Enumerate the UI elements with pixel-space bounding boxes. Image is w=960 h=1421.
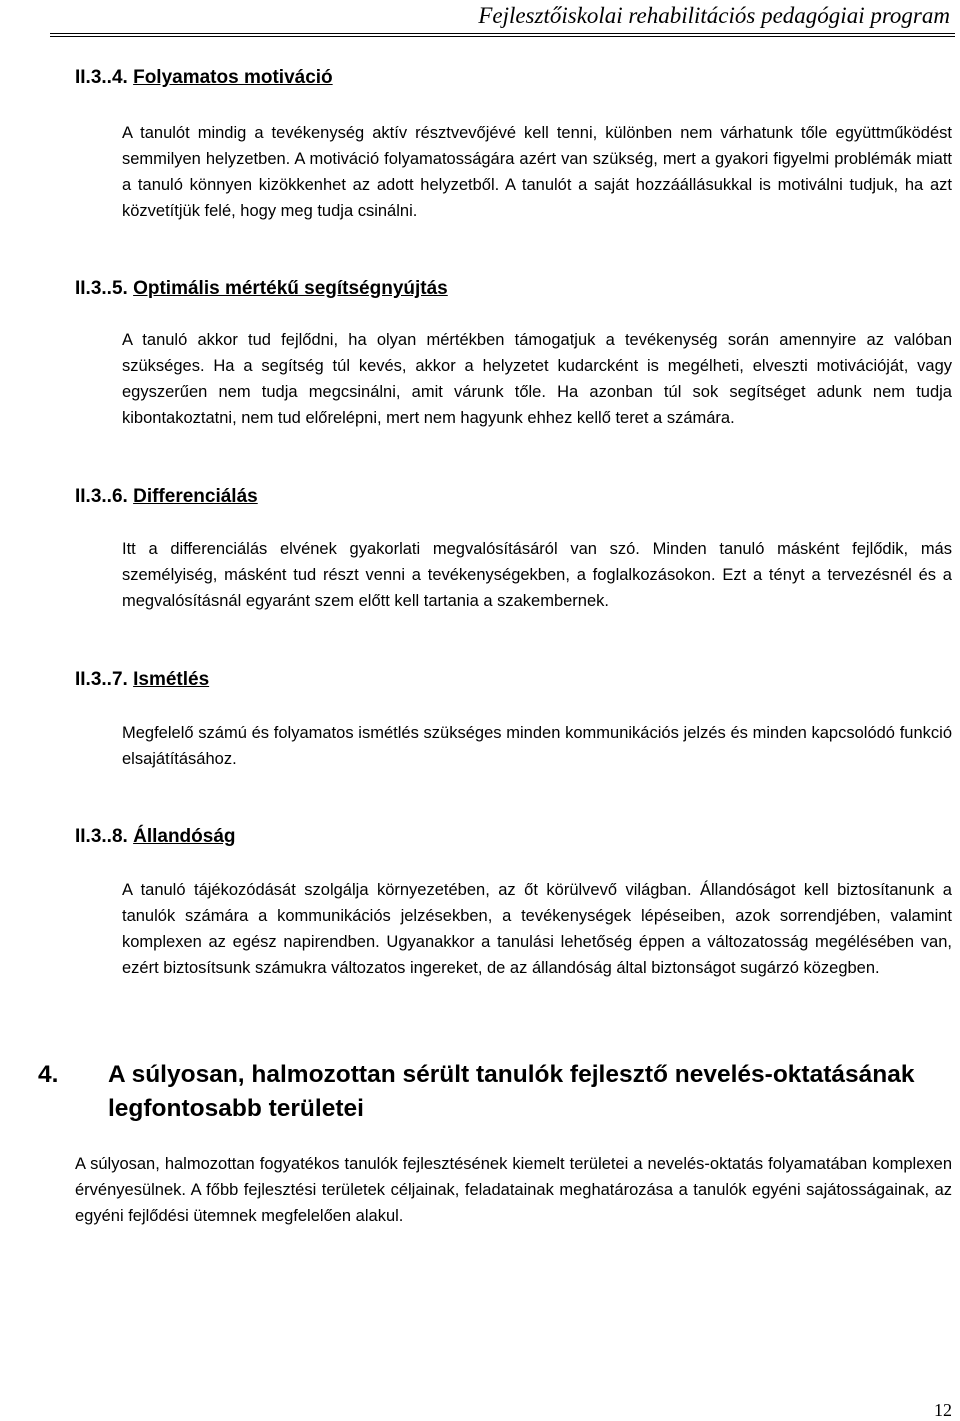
chapter-title: A súlyosan, halmozottan sérült tanulók fejlesztő nevelés-oktatásának legfontosabb területei xyxy=(108,1061,915,1122)
section-paragraph: A tanuló akkor tud fejlődni, ha olyan mértékben támogatjuk a tevékenység során amennyire az valóban szükséges. Ha a segítség túl kevés, akkor a helyzetet kudarcként is megélheti, elveszti motivációját, vagy egyszerűen nem tudja megcsinálni, amit várunk tőle. Ha azonban túl sok segítséget adunk nem tudja kibontakoztatni, nem tud előrelépni, mert nem hagyunk ehhez kellő teret a számára. xyxy=(122,331,952,427)
page-number: 12 xyxy=(934,1400,952,1420)
section-number: II.3..8. xyxy=(75,826,128,847)
section-title: Ismétlés xyxy=(133,669,210,690)
section-title: Állandóság xyxy=(133,826,236,847)
section-number: II.3..5. xyxy=(75,278,128,299)
section-number: II.3..6. xyxy=(75,486,128,507)
section-paragraph: Megfelelő számú és folyamatos ismétlés szükséges minden kommunikációs jelzés és minden kapcsolódó funkció elsajátításához. xyxy=(122,724,952,768)
section-heading xyxy=(75,825,952,849)
section-title: Folyamatos motiváció xyxy=(133,67,333,88)
running-header: Fejlesztőiskolai rehabilitációs pedagógiai program xyxy=(478,3,950,28)
chapter-heading xyxy=(38,1058,918,1126)
section-title: Optimális mértékű segítségnyújtás xyxy=(133,278,448,299)
chapter-paragraph: A súlyosan, halmozottan fogyatékos tanulók fejlesztésének kiemelt területei a nevelés-oktatás folyamatában komplexen érvényesülnek. A főbb fejlesztési területek céljainak, feladatainak meghatározása a tanulók egyéni sajátosságainak, az egyéni fejlődési ütemnek megfelelően alakul. xyxy=(75,1155,952,1225)
section-heading xyxy=(75,485,952,509)
section-ismetles xyxy=(75,668,952,772)
section-paragraph: Itt a differenciálás elvének gyakorlati megvalósításáról van szó. Minden tanuló másként fejlődik, más személyiség, másként tud részt venni a tevékenységekben, a foglalkozásokon. Ezt a tényt a tervezésnél és a megvalósításnál egyaránt szem előtt kell tartania a szakembernek. xyxy=(122,540,952,610)
section-differencialas xyxy=(75,485,952,614)
section-optimalis-segitsegnyujtas xyxy=(75,277,952,431)
section-paragraph: A tanuló tájékozódását szolgálja környezetében, az őt körülvevő világban. Állandóságot kell biztosítanunk a tanulók számára a kommunikációs jelzésekben, a tevékenységek lépéseiben, azok sorrendjében, valamint komplexen az egész napirendben. Ugyanakkor a tanulási lehetőség éppen a változatosság megélésében van, ezért biztosítsunk számukra változatos ingereket, de az állandóság által biztonságot sugárzó közegben. xyxy=(122,881,952,977)
chapter-number: 4. xyxy=(38,1061,59,1088)
section-heading xyxy=(75,66,952,90)
section-paragraph: A tanulót mindig a tevékenység aktív résztvevőjévé kell tenni, különben nem várhatunk tőle együttműködést semmilyen helyzetben. A motiváció folyamatosságára azért van szükség, mert a gyakori figyelmi problémák miatt a tanuló könnyen kizökkenhet az adott helyzetből. A tanulót a saját hozzáállásukkal is motiválni tudjuk, ha azt közvetítjük felé, hogy meg tudja csinálni. xyxy=(122,124,952,220)
section-title: Differenciálás xyxy=(133,486,258,507)
section-allandosag xyxy=(75,825,952,981)
section-heading xyxy=(75,668,952,692)
section-number: II.3..4. xyxy=(75,67,128,88)
section-folyamatos-motivacio xyxy=(75,66,952,224)
section-number: II.3..7. xyxy=(75,669,128,690)
section-heading xyxy=(75,277,952,301)
header-rule xyxy=(50,33,955,37)
